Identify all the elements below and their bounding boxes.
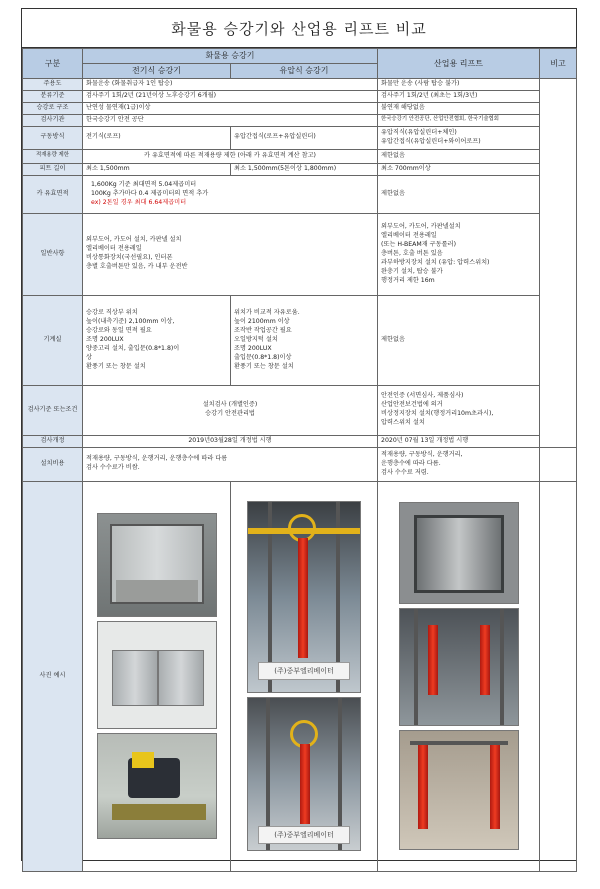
- comparison-table: [22, 48, 577, 872]
- hydraulic-cell: 최소 1,500mm(5톤이상 1,800mm): [231, 163, 378, 175]
- row-label: 피트 길이: [23, 163, 83, 175]
- row-label: 주용도: [23, 78, 83, 90]
- freight-cell: 난연성 물연재(1급)이상: [83, 102, 378, 114]
- lift-cell: 안전인증 (서면심사, 제품심사) 산업안전보건법에 의거 비상정지장치 설치(행정거리10m초과시), 압력스위치 설치: [378, 385, 540, 435]
- freight-elevator-closed-photo: [97, 621, 217, 729]
- machine-room-photo: [97, 733, 217, 839]
- row-label: 검사개정: [23, 435, 83, 447]
- photo-caption: (주)중부엘리베이터: [258, 826, 350, 844]
- row-car-area: [23, 175, 577, 213]
- row-cost: [23, 447, 577, 481]
- note-cell: [540, 447, 577, 481]
- page-title: 화물용 승강기와 산업용 리프트 비교: [22, 9, 576, 48]
- lift-cell: 2020년 07월 13일 개정법 시행: [378, 435, 540, 447]
- electric-cell: 전기식(로프): [83, 126, 231, 149]
- row-machine-room: [23, 295, 577, 385]
- lift-cell: 최소 700mm이상: [378, 163, 540, 175]
- row-load-limit: [23, 149, 577, 163]
- freight-elevator-open-photo: [97, 513, 217, 617]
- electric-photos: [83, 481, 231, 871]
- header-electric: 전기식 승강기: [83, 63, 231, 78]
- freight-cell: 한국승강기 안전 공단: [83, 114, 378, 126]
- row-photos: [23, 481, 577, 871]
- row-label: 승강로 구조: [23, 102, 83, 114]
- freight-cell: 화물운송 (화물취급자 1인 탑승): [83, 78, 378, 90]
- note-cell: [540, 481, 577, 871]
- freight-cell: 1,600Kg 기준 최대면적 5.04제곱미터 100Kg 추가마다 0.4 제곱미터의 면적 추가 ex) 2톤일 경우 최대 6.64제곱미터: [83, 175, 378, 213]
- hydraulic-cell: 유압간접식(로프+유압실린더): [231, 126, 378, 149]
- hydraulic-cylinder-photo: [247, 501, 361, 693]
- row-label: 구동방식: [23, 126, 83, 149]
- note-cell: [540, 78, 577, 447]
- row-label: 적재용량 제한: [23, 149, 83, 163]
- row-revision: [23, 435, 577, 447]
- row-label: 검사기준 또는조건: [23, 385, 83, 435]
- freight-cell: 검사주기 1회/2년 (21년이상 노후승강기 6개월): [83, 90, 378, 102]
- row-label: 분류기준: [23, 90, 83, 102]
- lift-platform-photo: [399, 730, 519, 850]
- lift-photos: [378, 481, 540, 871]
- row-label: 설치비용: [23, 447, 83, 481]
- lift-cell: 제한없음: [378, 175, 540, 213]
- header-freight-elevator: 화물용 승강기: [83, 49, 378, 64]
- lift-cell: 유압직식(유압실린더+체인) 유압간접식(유압실린더+와이어로프): [378, 126, 540, 149]
- example-note: ex) 2톤일 경우 최대 6.64제곱미터: [91, 198, 187, 206]
- row-classification: [23, 90, 577, 102]
- lift-cell: 제한없음: [378, 295, 540, 385]
- hydraulic-pulley-photo: [247, 697, 361, 851]
- hydraulic-photos: [231, 481, 378, 871]
- header-note: 비고: [540, 49, 577, 79]
- row-drive: [23, 126, 577, 149]
- row-label: 일반사항: [23, 213, 83, 295]
- row-label: 기계실: [23, 295, 83, 385]
- lift-doors-photo: [399, 502, 519, 604]
- comparison-sheet: [21, 8, 577, 861]
- row-general: [23, 213, 577, 295]
- electric-cell: 승강로 직상부 위치 높이(내측기준) 2,100mm 이상, 승강로와 동일 면적 필요 조명 200LUX 양중고리 설치, 출입문(0.8*1.8)이 상 환풍기 또는 창문 설치: [83, 295, 231, 385]
- row-usage: [23, 78, 577, 90]
- lift-cell: 제한없음: [378, 149, 540, 163]
- lift-cell: 적재용량, 구동방식, 운행거리, 운행층수에 따라 다름. 검사 수수료 저렴.: [378, 447, 540, 481]
- row-inspection-agency: [23, 114, 577, 126]
- freight-cell: 2019년03월28일 개정법 시행: [83, 435, 378, 447]
- freight-cell: 설치검사 (개별인증) 승강기 안전관리법: [83, 385, 378, 435]
- lift-cylinders-photo: [399, 608, 519, 726]
- freight-cell: 적재용량, 구동방식, 운행거리, 운행층수에 따라 다름 검사 수수료가 비쌈.: [83, 447, 378, 481]
- row-pit-length: [23, 163, 577, 175]
- row-label: 검사기관: [23, 114, 83, 126]
- freight-cell: 외부도어, 카도어 설치, 카판넬 설치 엘리베이터 전용레일 비상통화장치(국선필요), 인터폰 층별 호출버튼만 있음, 카 내부 운전반: [83, 213, 378, 295]
- lift-cell: 검사주기 1회/2년 (최초는 1회/3년): [378, 90, 540, 102]
- lift-cell: 한국승강기 안전공단, 산업안전협회, 한국기술협회: [378, 114, 540, 126]
- row-inspection-criteria: [23, 385, 577, 435]
- header-industrial-lift: 산업용 리프트: [378, 49, 540, 79]
- row-label: 카 유효면적: [23, 175, 83, 213]
- row-hoistway: [23, 102, 577, 114]
- hydraulic-cell: 위치가 비교적 자유로움. 높이 2100mm 이상 조작반 작업공간 필요 오일방지턱 설치 조명 200LUX 출입문(0.8*1.8)이상 환풍기 또는 창문 설치: [231, 295, 378, 385]
- lift-cell: 외부도어, 카도어, 카판넬설치 엘리베이터 전용레일 (또는 H-BEAM재 구동롤러) 층버튼, 호출 버튼 있음 과부하방지장치 설치 (유압: 압력스위치) 완충기 설치, 탑승 불가 행정거리 제한 16m: [378, 213, 540, 295]
- lift-cell: 화물만 운송 (사람 탑승 불가): [378, 78, 540, 90]
- electric-cell: 최소 1,500mm: [83, 163, 231, 175]
- row-label: 사진 예시: [23, 481, 83, 871]
- lift-cell: 불연재 해당없음: [378, 102, 540, 114]
- photo-caption: (주)중부엘리베이터: [258, 662, 350, 680]
- header-category: 구분: [23, 49, 83, 79]
- header-hydraulic: 유압식 승강기: [231, 63, 378, 78]
- freight-cell: 카 유효면적에 따른 적재용량 제한 (아래 카 유효면적 계산 참고): [83, 149, 378, 163]
